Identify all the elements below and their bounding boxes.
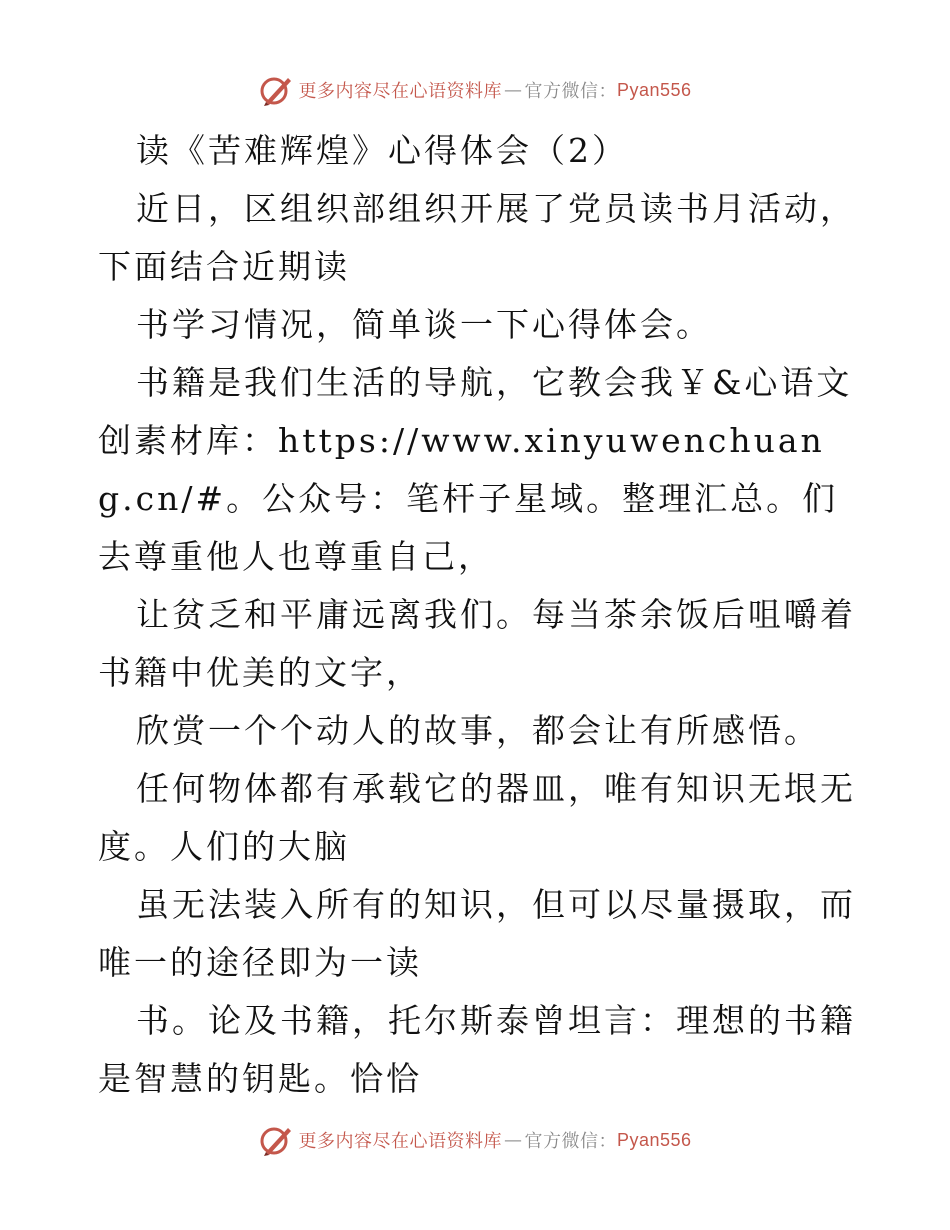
banner-wechat-label: 官方微信： bbox=[524, 1131, 617, 1152]
paragraph: 让贫乏和平庸远离我们。每当茶余饭后咀嚼着书籍中优美的文字， bbox=[98, 595, 856, 692]
header-banner bbox=[0, 70, 950, 110]
footer-banner bbox=[0, 1120, 950, 1160]
paragraph: 虽无法装入所有的知识，但可以尽量摄取，而唯一的途径即为一读 bbox=[98, 885, 856, 982]
banner-text: 更多内容尽在心语资料库 bbox=[298, 81, 502, 102]
paragraph: 书学习情况，简单谈一下心得体会。 bbox=[136, 305, 712, 344]
banner-wechat-id: Pyan556 bbox=[616, 1129, 692, 1150]
banner-wechat-label: 官方微信： bbox=[524, 81, 617, 102]
pen-logo-icon bbox=[258, 1122, 294, 1158]
pen-logo-icon bbox=[258, 72, 294, 108]
paragraph: 任何物体都有承载它的器皿，唯有知识无垠无度。人们的大脑 bbox=[98, 769, 856, 866]
banner-dash: — bbox=[503, 79, 523, 101]
banner-text: 更多内容尽在心语资料库 bbox=[298, 1131, 502, 1152]
paragraph: 欣赏一个个动人的故事，都会让有所感悟。 bbox=[136, 711, 820, 750]
paragraph: 书籍是我们生活的导航，它教会我￥&心语文创素材库：https://www.xinyuwenchuang.cn/#。公众号：笔杆子星域。整理汇总。们去尊重他人也尊重自己， bbox=[98, 363, 853, 576]
banner-dash: — bbox=[503, 1129, 523, 1151]
document-title: 读《苦难辉煌》心得体会（2） bbox=[136, 131, 628, 170]
paragraph: 近日，区组织部组织开展了党员读书月活动，下面结合近期读 bbox=[98, 189, 856, 286]
banner-wechat-id: Pyan556 bbox=[616, 79, 692, 100]
document-body bbox=[98, 122, 858, 1108]
paragraph: 书。论及书籍，托尔斯泰曾坦言：理想的书籍是智慧的钥匙。恰恰 bbox=[98, 1001, 856, 1098]
